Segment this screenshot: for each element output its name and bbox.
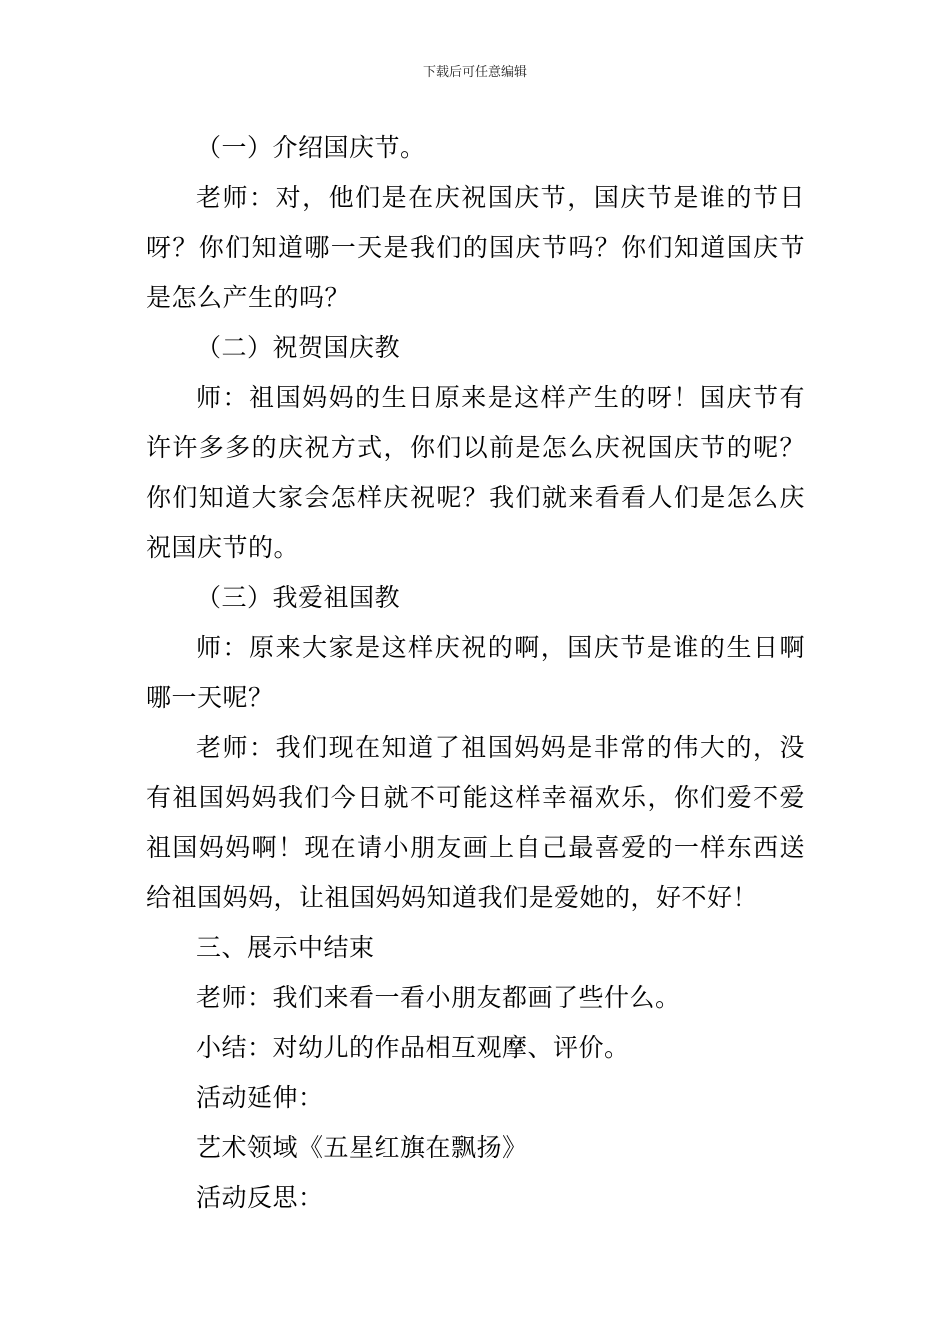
paragraph-line: 师：原来大家是这样庆祝的啊，国庆节是谁的生日啊 xyxy=(196,633,805,662)
paragraph-line: 有祖国妈妈我们今日就不可能这样幸福欢乐，你们爱不爱 xyxy=(146,783,805,812)
page-header: 下载后可任意编辑 xyxy=(422,65,527,80)
paragraph-line: 小结：对幼儿的作品相互观摩、评价。 xyxy=(196,1033,630,1062)
paragraph-line: 师：祖国妈妈的生日原来是这样产生的呀！国庆节有 xyxy=(196,383,805,412)
section-heading: （二）祝贺国庆教 xyxy=(196,333,401,362)
paragraph-line: 许许多多的庆祝方式，你们以前是怎么庆祝国庆节的呢？ xyxy=(146,433,805,462)
paragraph-line: 老师：我们现在知道了祖国妈妈是非常的伟大的，没 xyxy=(196,733,805,762)
paragraph-line: 给祖国妈妈，让祖国妈妈知道我们是爱她的，好不好！ xyxy=(146,883,759,912)
section-heading: （三）我爱祖国教 xyxy=(196,583,401,612)
paragraph-line: 是怎么产生的吗？ xyxy=(146,283,351,312)
paragraph-line: 祖国妈妈啊！现在请小朋友画上自己最喜爱的一样东西送 xyxy=(146,833,805,862)
section-heading: 三、展示中结束 xyxy=(196,933,375,962)
paragraph-line: 呀？你们知道哪一天是我们的国庆节吗？你们知道国庆节 xyxy=(146,233,805,262)
paragraph-line: 活动延伸： xyxy=(196,1083,324,1112)
paragraph-line: 老师：对，他们是在庆祝国庆节，国庆节是谁的节日 xyxy=(196,183,805,212)
paragraph-line: 艺术领域《五星红旗在飘扬》 xyxy=(196,1133,528,1162)
paragraph-line: 你们知道大家会怎样庆祝呢？我们就来看看人们是怎么庆 xyxy=(146,483,805,512)
section-heading: （一）介绍国庆节。 xyxy=(196,133,426,162)
paragraph-line: 老师：我们来看一看小朋友都画了些什么。 xyxy=(196,983,681,1012)
paragraph-line: 哪一天呢？ xyxy=(146,683,274,712)
paragraph-line: 祝国庆节的。 xyxy=(146,533,300,562)
paragraph-line: 活动反思： xyxy=(196,1183,324,1212)
